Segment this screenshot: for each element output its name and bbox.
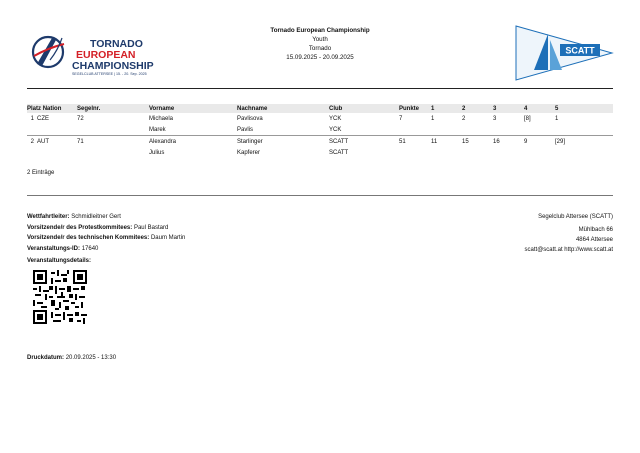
cell-race-1: 11 xyxy=(431,136,462,148)
qr-code[interactable] xyxy=(33,270,87,324)
cell-vorname: Alexandra xyxy=(149,136,237,148)
club-name: Segelclub Attersee (SCATT) xyxy=(538,214,613,220)
tornado-european-championship-logo xyxy=(28,30,178,78)
col-club: Club xyxy=(329,104,399,113)
cell-race-3: 3 xyxy=(493,115,497,122)
cell-platz: 2 xyxy=(27,136,37,148)
logo-line2: EUROPEAN xyxy=(76,49,136,61)
cell-nachname: Pavlisova xyxy=(237,115,263,122)
event-class: Tornado xyxy=(308,45,332,52)
wettfahrtleiter-value: Schmidleitner Gert xyxy=(71,214,121,220)
cell-race-4: 9 xyxy=(524,136,555,148)
table-row xyxy=(27,113,613,124)
cell-club: SCATT xyxy=(329,136,399,148)
cell-nachname: Pavlis xyxy=(237,126,254,133)
cell-vorname: Marek xyxy=(149,126,166,133)
logo-line1: TORNADO xyxy=(90,38,143,50)
table-header-row xyxy=(27,104,613,113)
club-city: 4864 Attersee xyxy=(575,237,613,243)
col-race-1: 1 xyxy=(431,104,462,113)
col-platz-nation: Platz Nation xyxy=(27,104,77,113)
cell-segelnr: 71 xyxy=(77,136,149,148)
cell-punkte: 7 xyxy=(399,115,403,122)
print-date-value: 20.09.2025 - 13:30 xyxy=(65,355,117,361)
cell-segelnr: 72 xyxy=(77,115,84,122)
results-table xyxy=(27,104,613,158)
cell-nachname: Starlinger xyxy=(237,136,329,148)
scatt-logo xyxy=(514,24,614,82)
officials-block xyxy=(27,212,185,267)
technik-value: Daum Martin xyxy=(150,235,186,241)
table-row xyxy=(27,136,613,148)
event-id-value: 17640 xyxy=(81,245,99,252)
event-title: Tornado European Championship xyxy=(270,27,370,34)
col-race-5: 5 xyxy=(555,104,613,113)
col-race-2: 2 xyxy=(462,104,493,113)
club-address xyxy=(525,212,613,255)
col-race-4: 4 xyxy=(524,104,555,113)
club-street: Mühlbach 66 xyxy=(578,227,613,233)
cell-vorname: Julius xyxy=(149,149,165,156)
event-category: Youth xyxy=(312,36,328,43)
protest-label: Vorsitzende/r des Protestkommitees: xyxy=(27,224,133,231)
event-id-label: Veranstaltungs-ID: xyxy=(27,245,81,252)
print-date xyxy=(27,355,116,361)
cell-race-5: 1 xyxy=(555,115,559,122)
cell-race-5: [29] xyxy=(555,136,613,148)
cell-nation: AUT xyxy=(37,136,77,148)
col-nachname: Nachname xyxy=(237,104,329,113)
col-vorname: Vorname xyxy=(149,104,237,113)
wettfahrtleiter-label: Wettfahrtleiter: xyxy=(27,214,70,220)
cell-club: YCK xyxy=(329,115,342,122)
technik-label: Vorsitzende/r des technischen Kommitees: xyxy=(27,235,150,241)
cell-race-4: [8] xyxy=(524,115,531,122)
scatt-logo-text: SCATT xyxy=(565,45,595,56)
logo-line3: CHAMPIONSHIP xyxy=(72,60,154,72)
table-row-crew xyxy=(27,124,613,136)
protest-value: Paul Bastard xyxy=(133,224,169,231)
cell-nation: CZE xyxy=(37,115,49,122)
cell-race-2: 2 xyxy=(462,115,466,122)
event-dates: 15.09.2025 - 20.09.2025 xyxy=(286,54,354,61)
cell-club: YCK xyxy=(329,126,342,133)
table-row-crew xyxy=(27,147,613,158)
club-contact: scatt@scatt.at http://www.scatt.at xyxy=(524,247,613,253)
cell-punkte: 51 xyxy=(399,136,431,148)
cell-nachname: Kapferer xyxy=(237,149,261,156)
footer-divider xyxy=(27,195,613,196)
cell-race-3: 16 xyxy=(493,136,524,148)
cell-race-2: 15 xyxy=(462,136,493,148)
cell-club: SCATT xyxy=(329,149,349,156)
print-date-label: Druckdatum: xyxy=(27,355,65,361)
header-divider xyxy=(27,88,613,89)
col-segelnr: Segelnr. xyxy=(77,104,149,113)
col-race-3: 3 xyxy=(493,104,524,113)
logo-subline: SEGELCLUB ATTERSEE | 15. - 20. Sep. 2025 xyxy=(72,72,147,76)
event-header xyxy=(200,26,440,62)
entries-count: 2 Einträge xyxy=(27,170,55,176)
cell-race-1: 1 xyxy=(431,115,435,122)
cell-vorname: Michaela xyxy=(149,115,174,122)
col-punkte: Punkte xyxy=(399,104,431,113)
cell-platz: 1 xyxy=(30,115,34,122)
event-details-label: Veranstaltungsdetails: xyxy=(27,258,92,264)
